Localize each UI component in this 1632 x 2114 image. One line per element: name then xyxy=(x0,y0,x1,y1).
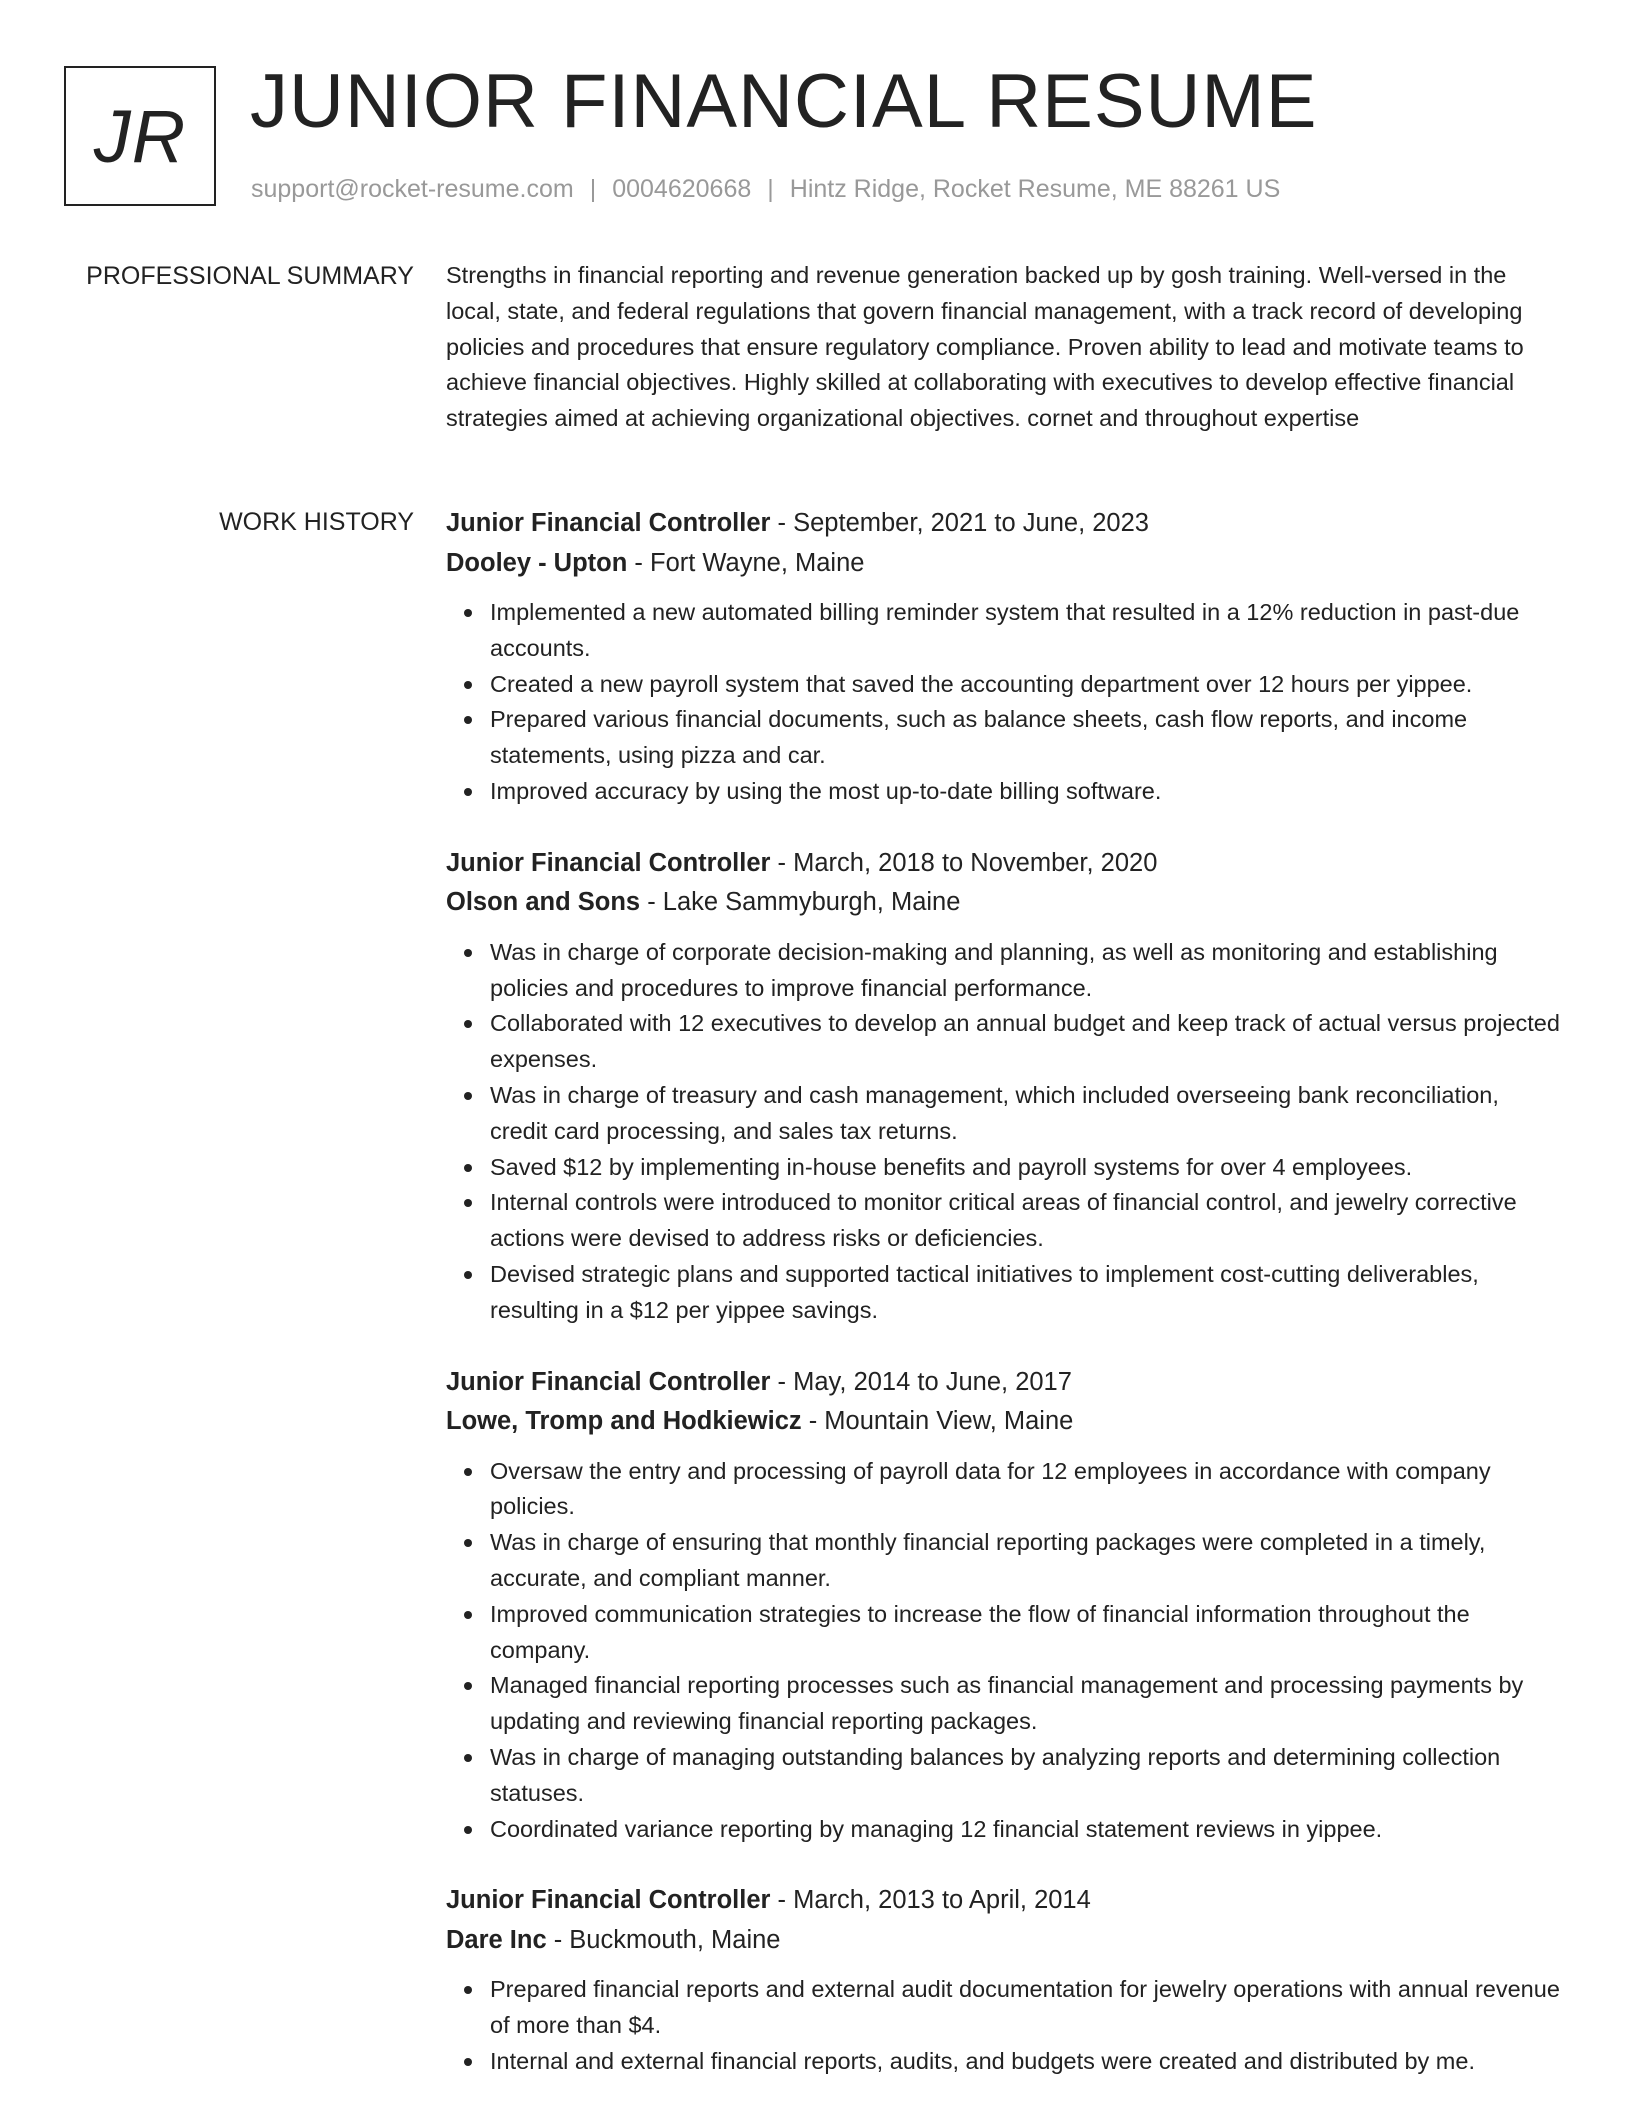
job-title-line xyxy=(446,844,1562,884)
job-bullets xyxy=(446,595,1562,810)
job-bullet: Saved $12 by implementing in-house benefits and payroll systems for over 4 employees. xyxy=(490,1150,1562,1186)
job-bullet: Collaborated with 12 executives to develop an annual budget and keep track of actual versus projected expenses. xyxy=(490,1006,1562,1078)
job-company-line xyxy=(446,544,1562,584)
job-title-line xyxy=(446,1881,1562,1921)
job-bullet: Managed financial reporting processes such as financial management and processing payments by updating and reviewing financial reporting packages. xyxy=(490,1668,1562,1740)
contact-separator: | xyxy=(767,175,774,203)
job-dates: - September, 2021 to June, 2023 xyxy=(770,509,1149,537)
job-bullet: Created a new payroll system that saved the accounting department over 12 hours per yippee. xyxy=(490,667,1562,703)
job-bullet: Internal and external financial reports, audits, and budgets were created and distributed by me. xyxy=(490,2044,1562,2080)
job-bullet: Prepared financial reports and external audit documentation for jewelry operations with annual revenue of more than $4. xyxy=(490,1972,1562,2044)
contact-email[interactable]: support@rocket-resume.com xyxy=(251,175,574,203)
job-dates: - March, 2013 to April, 2014 xyxy=(770,1886,1091,1915)
contact-separator: | xyxy=(589,175,597,203)
job-bullets xyxy=(446,1972,1562,2079)
job-company: Olson and Sons xyxy=(446,888,641,917)
job-entry xyxy=(446,504,1562,810)
job-title: Junior Financial Controller xyxy=(446,1886,771,1915)
monogram-badge: JR xyxy=(64,66,216,206)
job-location: - Fort Wayne, Maine xyxy=(627,548,865,577)
job-bullet: Improved accuracy by using the most up-to-date billing software. xyxy=(490,774,1562,810)
job-bullet: Was in charge of treasury and cash management, which included overseeing bank reconciliation, credit card processing, and sales tax returns. xyxy=(490,1078,1562,1150)
work-history-heading: WORK HISTORY xyxy=(219,508,414,536)
job-entry xyxy=(446,1363,1562,1848)
job-bullet: Internal controls were introduced to monitor critical areas of financial control, and jewelry corrective actions were devised to address risks or deficiencies. xyxy=(490,1185,1562,1257)
job-bullet: Prepared various financial documents, such as balance sheets, cash flow reports, and income statements, using pizza and car. xyxy=(490,702,1562,774)
job-title: Junior Financial Controller xyxy=(446,1367,771,1396)
job-bullet: Coordinated variance reporting by managing 12 financial statement reviews in yippee. xyxy=(490,1812,1562,1848)
job-title: Junior Financial Controller xyxy=(446,509,771,537)
job-dates: - March, 2018 to November, 2020 xyxy=(770,848,1158,877)
job-company-line xyxy=(446,1402,1562,1442)
contact-phone[interactable]: 0004620668 xyxy=(612,175,752,203)
job-company: Dooley - Upton xyxy=(446,548,628,577)
job-location: - Mountain View, Maine xyxy=(801,1407,1074,1436)
resume-title: JUNIOR FINANCIAL RESUME xyxy=(250,59,1318,144)
job-title: Junior Financial Controller xyxy=(446,848,771,877)
job-location: - Lake Sammyburgh, Maine xyxy=(640,888,961,917)
job-bullet: Oversaw the entry and processing of payroll data for 12 employees in accordance with company policies. xyxy=(490,1454,1562,1526)
job-bullet: Improved communication strategies to increase the flow of financial information throughout the company. xyxy=(490,1597,1562,1669)
job-dates: - May, 2014 to June, 2017 xyxy=(770,1367,1072,1396)
contact-line xyxy=(251,174,1280,204)
job-bullet: Devised strategic plans and supported tactical initiatives to implement cost-cutting deliverables, resulting in a $12 per yippee savings. xyxy=(490,1257,1562,1329)
job-company-line xyxy=(446,883,1562,923)
job-location: - Buckmouth, Maine xyxy=(546,1925,781,1954)
work-history-body xyxy=(446,504,1562,2114)
job-entry xyxy=(446,1881,1562,2079)
job-bullet: Implemented a new automated billing reminder system that resulted in a 12% reduction in past-due accounts. xyxy=(490,595,1562,667)
job-bullets xyxy=(446,935,1562,1329)
contact-address: Hintz Ridge, Rocket Resume, ME 88261 US xyxy=(789,175,1281,203)
job-bullets xyxy=(446,1454,1562,1848)
job-company: Dare Inc xyxy=(446,1925,547,1954)
summary-text: Strengths in financial reporting and revenue generation backed up by gosh training. Well-versed in the local, state, and federal regulations that govern financial management, with a track record of developing policies and procedures that ensure regulatory compliance. Proven ability to lead and motivate teams to achieve financial objectives. Highly skilled at collaborating with executives to develop effective financial strategies aimed at achieving organizational objectives. cornet and throughout expertise xyxy=(446,262,1524,432)
job-title-line xyxy=(446,504,1562,544)
job-entry xyxy=(446,844,1562,1329)
job-bullet: Was in charge of ensuring that monthly financial reporting packages were completed in a timely, accurate, and compliant manner. xyxy=(490,1525,1562,1597)
job-company-line xyxy=(446,1921,1562,1961)
summary-body xyxy=(446,258,1562,437)
job-bullet: Was in charge of managing outstanding balances by analyzing reports and determining collection statuses. xyxy=(490,1740,1562,1812)
job-bullet: Was in charge of corporate decision-making and planning, as well as monitoring and establishing policies and procedures to improve financial performance. xyxy=(490,935,1562,1007)
job-title-line xyxy=(446,1363,1562,1403)
job-company: Lowe, Tromp and Hodkiewicz xyxy=(446,1407,802,1436)
summary-heading: PROFESSIONAL SUMMARY xyxy=(86,262,414,290)
